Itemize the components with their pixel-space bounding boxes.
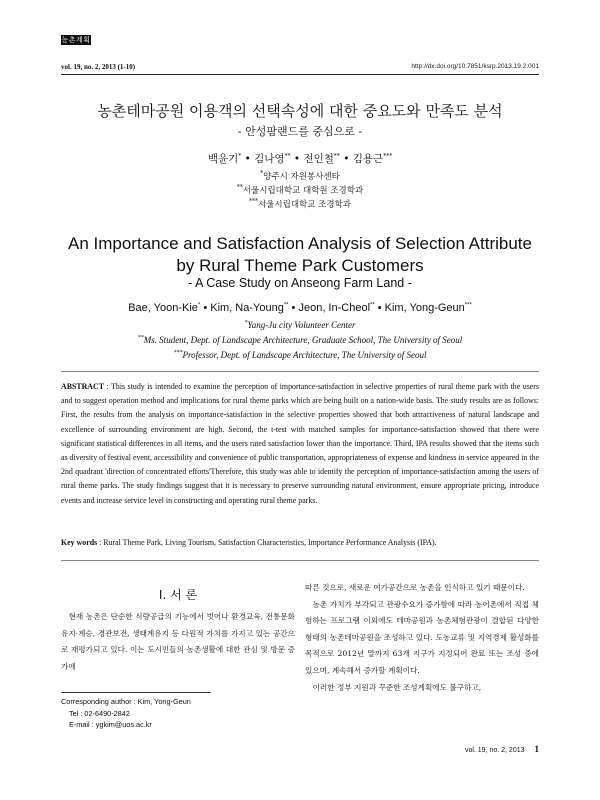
author-name: Bae, Yoon-Kie <box>128 302 198 314</box>
corresponding-author: Corresponding author : Kim, Yong-Geun <box>61 697 191 706</box>
keywords-text: : Rural Theme Park, Living Tourism, Satisfaction Characteristics, Importance Performance Analysis (IPA). <box>97 538 437 547</box>
telephone: Tel : 02-6490-2842 <box>69 708 130 718</box>
header-rule <box>61 74 539 75</box>
paragraph: 이러한 정부 지원과 꾸준한 조성계획에도 불구하고, <box>312 682 482 692</box>
body-right-column <box>305 580 539 696</box>
volume-info: vol. 19, no. 2, 2013 (1-10) <box>61 63 136 71</box>
english-affiliation: **Ms. Student, Dept. of Landscape Architecture, Graduate School, The University of Seoul <box>137 335 463 345</box>
korean-authors: 백윤기* • 김나영** • 전인철** • 김용근*** <box>207 152 393 165</box>
keywords-label: Key words <box>61 538 98 547</box>
page-footer <box>465 744 539 754</box>
body-left-column <box>61 609 295 675</box>
page-number: 1 <box>534 744 539 754</box>
english-authors: Bae, Yoon-Kie* • Kim, Na-Young** • Jeon, In-Cheol** • Kim, Yong-Geun*** <box>128 302 472 314</box>
korean-affiliation: **서울시립대학교 대학원 조경학과 <box>236 184 364 196</box>
korean-affiliation: ***서울시립대학교 조경학과 <box>248 198 352 210</box>
author-name: 김용근 <box>352 153 384 165</box>
footer-issue: vol. 19, no. 2, 2013 <box>464 747 525 754</box>
korean-title: 농촌테마공원 이용객의 선택속성에 대한 중요도와 만족도 분석 <box>97 102 503 120</box>
journal-logo: 농촌계획 <box>61 36 91 44</box>
paragraph: 현재 농촌은 단순한 식량공급의 기능에서 벗어나 환경교육, 전통문화 유지·계승, 경관보전, 생태계유지 등 다원적 가치를 가지고 있는 공간으로 재평가되고 있다. 이는 도시민들의 농촌생활에 대한 관심 및 방문 증가에 <box>61 612 295 671</box>
paragraph: 농촌 가치가 부각되고 관광수요가 증가함에 따라 농어촌에서 직접 체험하는 프로그램 이외에도 테마공원과 농촌체험관광이 결합된 다양한 형태의 농촌테마공원을 조성하고 있다. 도농교류 및 지역경제 활성화를 목적으로 2012년 말까지 63개 지구가 지정되어 완료 또는 조성 중에 있으며, 계속해서 증가할 계획이다. <box>305 599 539 675</box>
footnote-rule <box>61 692 211 693</box>
english-title: An Importance and Satisfaction Analysis of Selection Attribute by Rural Theme Park Customers <box>68 234 532 275</box>
author-name: Kim, Yong-Geun <box>384 302 465 314</box>
author-name: Kim, Na-Young <box>210 302 284 314</box>
english-affiliation: *Yang-Ju city Volunteer Center <box>244 320 356 330</box>
english-subtitle: - A Case Study on Anseong Farm Land - <box>188 276 412 290</box>
abstract-top-rule <box>61 371 539 372</box>
doi-link[interactable]: http://dx.doi.org/10.7851/ksrp.2013.19.2.001 <box>411 63 539 70</box>
keywords <box>61 538 539 547</box>
korean-subtitle: - 안성팜랜드를 중심으로 - <box>237 125 363 138</box>
english-affiliation: ***Professor, Dept. of Landscape Architecture, The University of Seoul <box>173 350 427 360</box>
author-name: 전인철 <box>303 153 334 165</box>
abstract-bottom-rule <box>61 560 539 561</box>
abstract-text: : This study is intended to examine the perception of importance-satisfaction in selective properties of rural theme park with the users and to suggest operation method and implications for rural theme parks which are being built on a nation-wide basis. The study results are as follows: First, the results from the analysis on importance-satisfaction in the selective properties showed that both attractiveness of natural landscape and excellence of surrounding environment are high. Second, the t-test with matched samples for importance-satisfaction showed that there were significant statistical differences in all items, and the users rated satisfaction lower than the importance. Third, IPA results showed that the items such as diversity of festival event, accessibility and convenience of public transportation, appropriateness of expense and kindness in service appeared in the 2nd quadrant 'direction of concentrated efforts'Therefore, this study was able to identify the perception of importance-satisfaction among the users of rural theme parks. The study findings suggest that it is necessary to preserve surrounding natural environment, ensure appropriate pricing, introduce events and increase service level in constructing and operating rural theme parks. <box>61 382 539 505</box>
section-heading: Ⅰ. 서 론 <box>158 588 198 602</box>
author-name: 백윤기 <box>207 153 239 165</box>
abstract <box>61 380 539 508</box>
paragraph: 따른 것으로, 새로운 여가공간으로 농촌을 인식하고 있기 때문이다. <box>305 583 525 592</box>
korean-affiliation: *양주시 자원봉사센타 <box>260 170 340 182</box>
author-name: 김나영 <box>254 153 285 165</box>
author-name: Jeon, In-Cheol <box>298 302 371 314</box>
email[interactable]: E-mail : ygkim@uos.ac.kr <box>69 720 152 729</box>
abstract-label: ABSTRACT <box>61 382 104 391</box>
corresponding-author-footnote <box>61 696 295 731</box>
